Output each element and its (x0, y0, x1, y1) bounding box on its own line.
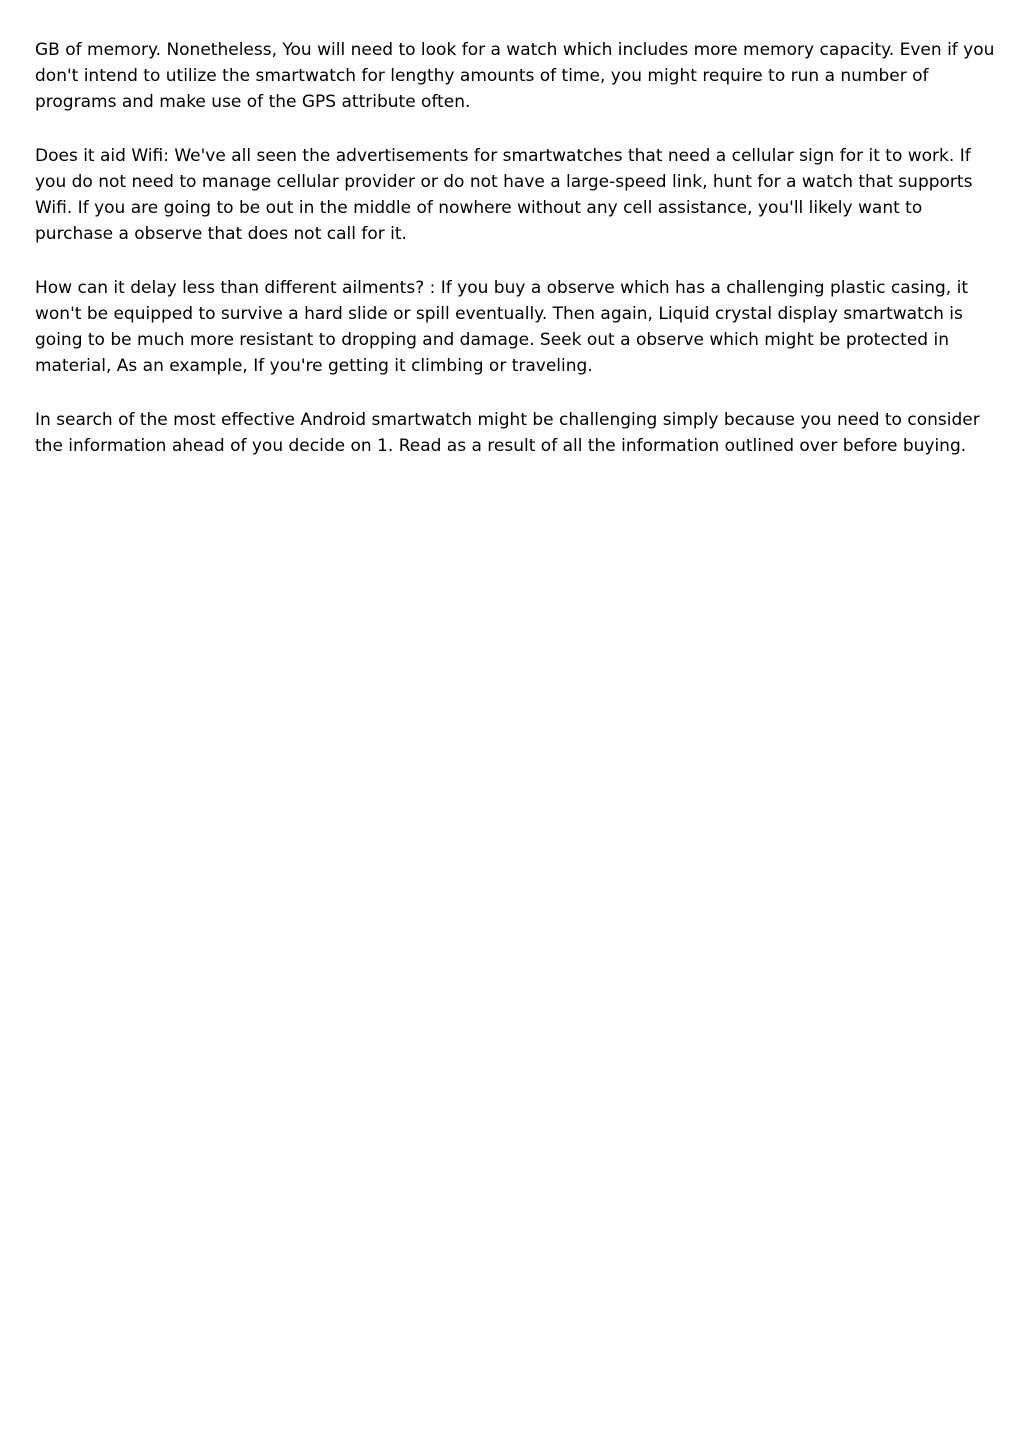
paragraph-durability: How can it delay less than different ailments? : If you buy a observe which has a challenging plastic casing, it won't be equipped to survive a hard slide or spill eventually. Then again, Liquid crystal display smartwatch is going to be much more resistant to dropping and damage. Seek out a observe which might be protected in material, As an example, If you're getting it climbing or traveling. (35, 278, 969, 376)
paragraph-conclusion: In search of the most effective Android smartwatch might be challenging simply because you need to consider the information ahead of you decide on 1. Read as a result of all the information outlined over before buying. (35, 410, 980, 456)
document-page (35, 37, 995, 487)
paragraph-memory: GB of memory. Nonetheless, You will need to look for a watch which includes more memory capacity. Even if you don't intend to utilize the smartwatch for lengthy amounts of time, you might require to run a number of programs and make use of the GPS attribute often. (35, 40, 995, 112)
paragraph-wifi: Does it aid Wifi: We've all seen the advertisements for smartwatches that need a cellular sign for it to work. If you do not need to manage cellular provider or do not have a large-speed link, hunt for a watch that supports Wifi. If you are going to be out in the middle of nowhere without any cell assistance, you'll likely want to purchase a observe that does not call for it. (35, 146, 973, 244)
